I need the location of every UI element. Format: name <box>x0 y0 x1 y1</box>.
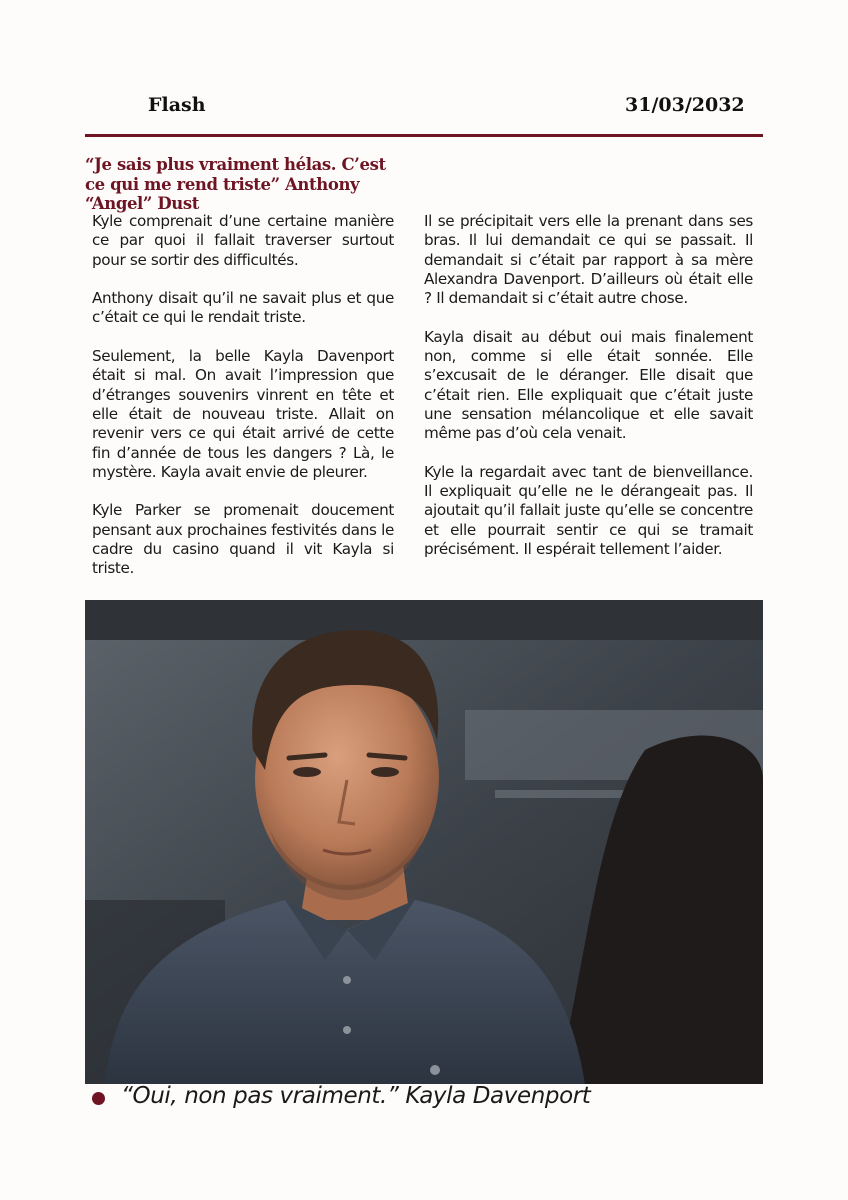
portrait-photo <box>85 600 763 1084</box>
bullet-icon <box>92 1092 105 1105</box>
article-column-right <box>424 212 753 579</box>
caption-text: “Oui, non pas vraiment.” Kayla Davenport <box>121 1083 591 1109</box>
issue-date: 31/03/2032 <box>625 94 745 116</box>
section-title: Flash <box>148 94 206 116</box>
paragraph: Kayla disait au début oui mais finalement non, comme si elle était sonnée. Elle s’excusait de le déranger. Elle disait que c’était rien. Elle expliquait que c’était juste une sensation mélancolique et elle savait même pas d’où cela venait. <box>424 327 753 443</box>
paragraph: Seulement, la belle Kayla Davenport était si mal. On avait l’impression que d’étranges souvenirs vinrent en tête et elle était de nouveau triste. Allait on revenir vers ce qui était arrivé de cette fin d’année de tous les dangers ? Là, le mystère. Kayla avait envie de pleurer. <box>92 347 394 481</box>
header-divider <box>85 134 763 137</box>
paragraph: Il se précipitait vers elle la prenant dans ses bras. Il lui demandait ce qui se passait. Il demandait si c’était par rapport à sa mère Alexandra Davenport. D’ailleurs où était elle ? Il demandait si c’était autre chose. <box>424 212 753 308</box>
portrait-photo-icon <box>85 600 763 1084</box>
article-headline: “Je sais plus vraiment hélas. C’est ce qui me rend triste” Anthony “Angel” Dust <box>85 155 386 213</box>
photo-caption <box>92 1083 590 1109</box>
paragraph: Anthony disait qu’il ne savait plus et que c’était ce qui le rendait triste. <box>92 289 394 327</box>
paragraph: Kyle la regardait avec tant de bienveillance. Il expliquait qu’elle ne le dérangeait pas. Il ajoutait qu’il fallait juste qu’elle se concentre et elle pourrait sentir ce qui se tramait précisément. Il espérait tellement l’aider. <box>424 462 753 559</box>
paragraph: Kyle comprenait d’une certaine manière ce par quoi il fallait traverser surtout pour se sortir des difficultés. <box>92 212 394 269</box>
article-column-left <box>92 212 394 598</box>
paragraph: Kyle Parker se promenait doucement pensant aux prochaines festivités dans le cadre du casino quand il vit Kayla si triste. <box>92 501 394 578</box>
